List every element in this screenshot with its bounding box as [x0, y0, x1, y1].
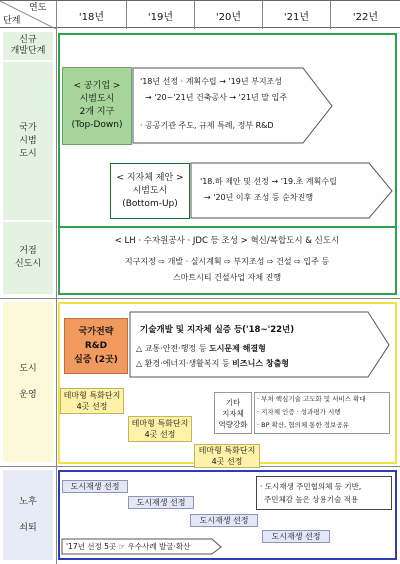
public-corp-pilot-box: < 공기업 > 시범도시 2개 지구 (Top-Down)	[62, 67, 132, 145]
local-gov-timeline-arrow	[191, 163, 393, 219]
label-new-development: 신규 개발단계	[3, 32, 53, 60]
label-city-operation: 도시 운영	[3, 302, 53, 462]
regen-select-2020: 도시재생 선정	[190, 514, 258, 527]
public-corp-line-2: → '20~'21년 건축공사 → '21년 말 입주	[145, 93, 288, 102]
other-line-2: · 지자체 인증 · 성과평가 시행	[257, 408, 341, 416]
header-corner-year: 연도	[29, 3, 47, 13]
other-line-3: · BP 확산, 협의체 통한 정보공유	[257, 421, 349, 429]
regen-select-2021: 도시재생 선정	[262, 530, 330, 543]
theme-complex-2019: 테마형 특화단지 4곳 선정	[128, 416, 192, 442]
hub-process-flow: 지구지정 ⇨ 개발 · 실시계획 ⇨ 부지조성 ⇨ 건설 ⇨ 입주 등	[124, 257, 330, 266]
stage-column-divider	[56, 28, 57, 564]
local-gov-pilot-box: < 지자체 제안 > 시범도시 (Bottom-Up)	[110, 163, 190, 219]
regen-best-practice-text: '17년 선정 5곳 ☞ 우수사례 발굴·확산	[66, 542, 191, 551]
regen-select-2018: 도시재생 선정	[62, 480, 128, 493]
regen-note-line-1: · 도시재생 주민협의체 등 기반,	[260, 482, 362, 491]
year-col-2021: '21년	[262, 1, 330, 29]
timeline-header	[0, 0, 400, 28]
year-col-2022: '22년	[330, 1, 400, 29]
rnd-title: 기술개발 및 지자체 실증 등('18~'22년)	[140, 325, 295, 335]
theme-complex-2020: 테마형 특화단지 4곳 선정	[194, 444, 260, 468]
national-strategy-rnd-box: 국가전략 R&D 실증 (2곳)	[64, 318, 128, 374]
label-national-pilot-city: 국가 시범 도시	[3, 62, 53, 220]
public-corp-line-1: '18년 선정 · 계획수립 → '19년 부지조성	[140, 77, 282, 86]
regen-select-2019: 도시재생 선정	[128, 496, 194, 509]
hub-note: 스마트시티 건설사업 자체 진행	[172, 273, 282, 282]
year-col-2018: '18년	[56, 1, 126, 29]
rnd-line-problem-solving: △ 교통·안전·행정 등 도시문제 해결형	[136, 344, 266, 353]
label-aging-decline: 노후 쇠퇴	[3, 470, 53, 560]
theme-complex-2018: 테마형 특화단지 4곳 선정	[60, 388, 124, 414]
other-line-1: · 부처 핵심기술 고도화 및 서비스 확대	[257, 395, 366, 403]
year-col-2019: '19년	[126, 1, 194, 29]
label-hub-new-city: 거점 신도시	[3, 222, 53, 294]
hub-divider	[58, 226, 397, 228]
rnd-line-business-creation: △ 환경·에너지·생활복지 등 비즈니스 창출형	[136, 359, 290, 368]
hub-title: < LH · 수자원공사 · JDC 등 조성 > 혁신/복합도시 & 신도시	[114, 236, 340, 246]
public-corp-line-3: · 공공기관 주도, 규제 특례, 정부 R&D	[140, 121, 274, 130]
regen-note-line-2: 주민체감 높은 상용기술 적용	[264, 495, 359, 504]
header-corner-stage: 단계	[3, 16, 21, 26]
local-gov-line-1: '18.하 제안 및 선정 → '19.초 계획수립	[200, 177, 337, 186]
year-col-2020: '20년	[194, 1, 262, 29]
section-divider	[0, 298, 400, 299]
local-gov-line-2: → '20년 이후 조성 등 순차진행	[204, 193, 314, 202]
other-local-capacity-label: 기타 지자체 역량강화	[214, 392, 252, 434]
